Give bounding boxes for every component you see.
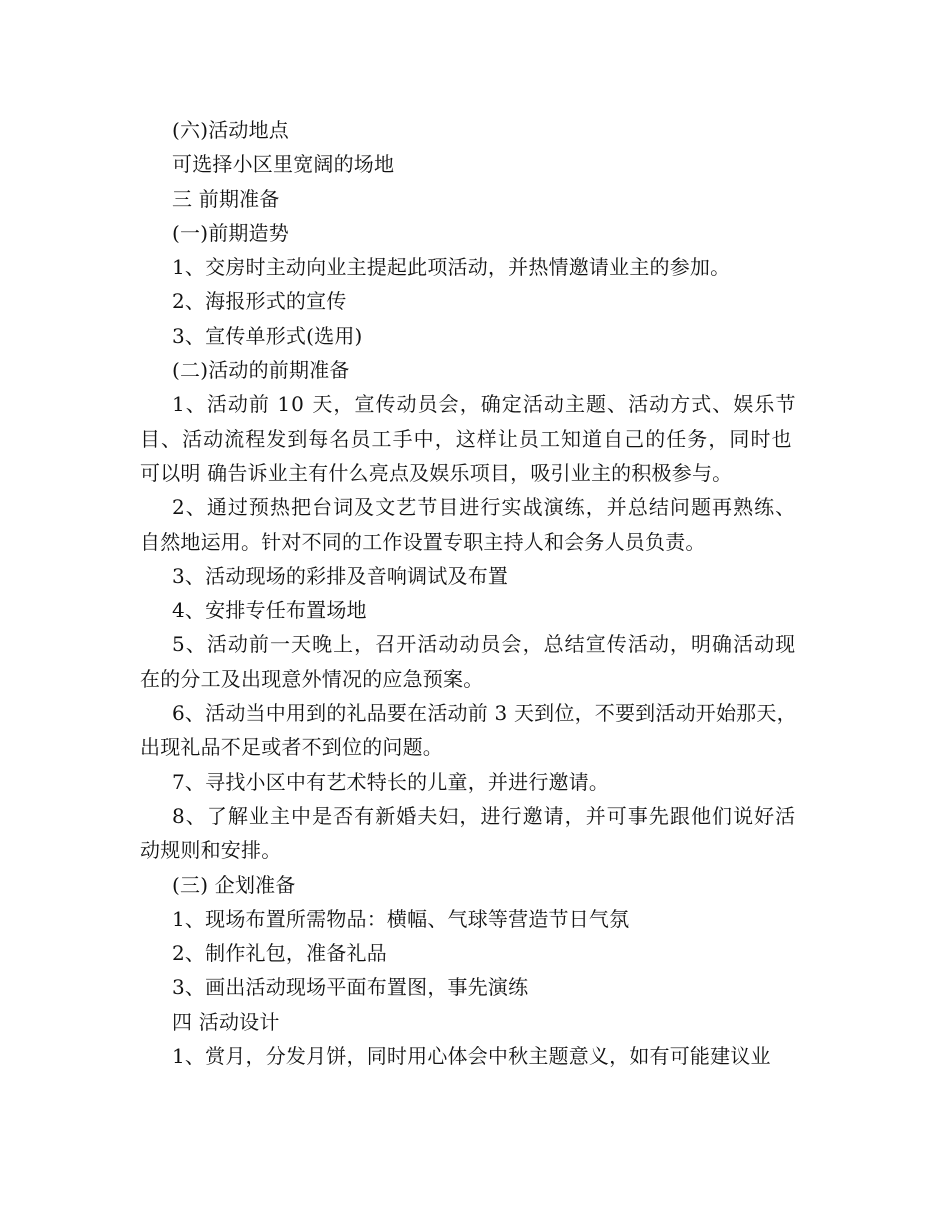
list-item: 2、海报形式的宣传 [172,289,347,314]
section-heading-activity-location: (六)活动地点 [172,118,290,142]
list-item: 2、制作礼包，准备礼品 [172,941,387,966]
list-item: 1、活动前 10 天，宣传动员会，确定活动主题、活动方式、娱乐节 [172,392,797,417]
section-heading-preparation: 三 前期准备 [172,186,280,211]
document-body [140,113,830,1073]
list-item-continuation: 自然地运用。针对不同的工作设置专职主持人和会务人员负责。 [140,529,706,554]
list-item: 3、活动现场的彩排及音响调试及布置 [172,563,509,588]
list-item: 8、了解业主中是否有新婚夫妇，进行邀请，并可事先跟他们说好活 [172,803,797,828]
subsection-heading-early-preparation: (二)活动的前期准备 [172,358,350,383]
list-item-continuation: 可以明 确告诉业主有什么亮点及娱乐项目，吸引业主的积极参与。 [140,460,733,485]
list-item-continuation: 动规则和安排。 [140,838,282,863]
list-item: 6、活动当中用到的礼品要在活动前 3 天到位，不要到活动开始那天， [172,701,797,726]
list-item-continuation: 在的分工及出现意外情况的应急预案。 [140,666,484,691]
list-item: 4、安排专任布置场地 [172,598,367,623]
paragraph-line: 可选择小区里宽阔的场地 [172,152,395,177]
list-item-continuation: 出现礼品不足或者不到位的问题。 [140,735,443,760]
list-item: 1、现场布置所需物品：横幅、气球等营造节日气氛 [172,906,630,931]
list-item: 3、宣传单形式(选用) [172,323,363,348]
subsection-heading-planning-preparation: (三) 企划准备 [172,872,296,897]
list-item: 1、交房时主动向业主提起此项活动，并热情邀请业主的参加。 [172,255,731,280]
list-item: 1、赏月，分发月饼，同时用心体会中秋主题意义，如有可能建议业 [172,1044,771,1069]
list-item: 7、寻找小区中有艺术特长的儿童，并进行邀请。 [172,769,610,794]
list-item: 3、画出活动现场平面布置图，事先演练 [172,975,529,1000]
section-heading-activity-design: 四 活动设计 [172,1009,280,1034]
subsection-heading-promotion: (一)前期造势 [172,220,290,245]
list-item: 5、活动前一天晚上，召开活动动员会，总结宣传活动，明确活动现 [172,632,797,657]
list-item: 2、通过预热把台词及文艺节目进行实战演练，并总结问题再熟练、 [172,495,797,520]
list-item-continuation: 目、活动流程发到每名员工手中，这样让员工知道自己的任务，同时也 [140,426,793,451]
